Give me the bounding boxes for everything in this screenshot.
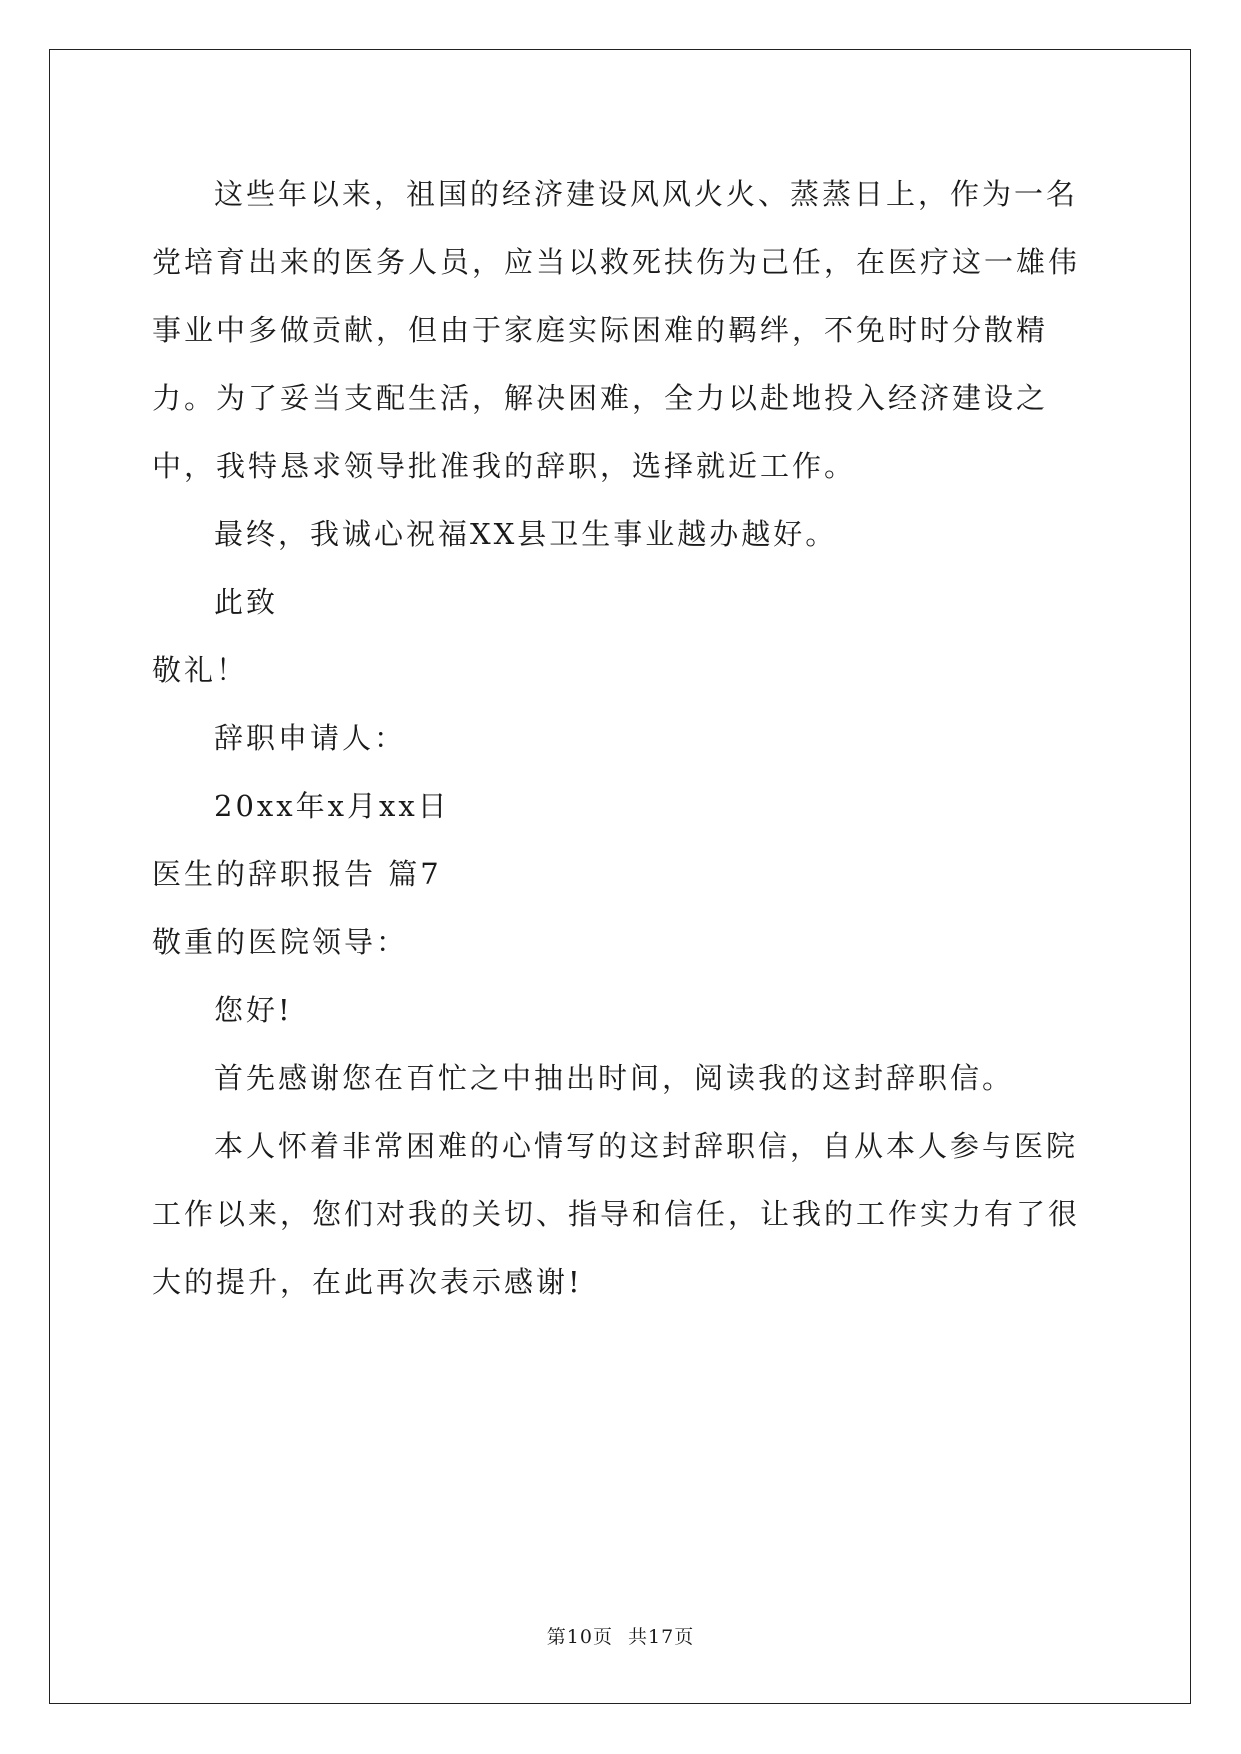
section-heading: 医生的辞职报告 篇7	[152, 857, 442, 891]
closing-salutation: 此致	[214, 585, 279, 619]
paragraph: 这些年以来，祖国的经济建设风风火火、蒸蒸日上，作为一名党培育出来的医务人员，应当以救死扶伤为己任，在医疗这一雄伟事业中多做贡献，但由于家庭实际困难的羁绊，不免时时分散精力。为了妥当支配生活，解决困难，全力以赴地投入经济建设之中，我特恳求领导批准我的辞职，选择就近工作。	[152, 177, 1081, 483]
paragraph: 首先感谢您在百忙之中抽出时间，阅读我的这封辞职信。	[214, 1061, 1015, 1095]
paragraph: 最终，我诚心祝福XX县卫生事业越办越好。	[214, 517, 838, 551]
closing-regards: 敬礼！	[152, 653, 249, 687]
document-body	[152, 160, 1082, 1316]
signature-label: 辞职申请人：	[214, 721, 407, 755]
page-number: 第10页	[546, 1626, 613, 1648]
page-total: 共17页	[628, 1626, 695, 1648]
page-footer	[0, 1622, 1241, 1649]
greeting: 您好!	[214, 993, 293, 1027]
paragraph: 本人怀着非常困难的心情写的这封辞职信，自从本人参与医院工作以来，您们对我的关切、指导和信任，让我的工作实力有了很大的提升，在此再次表示感谢!	[152, 1129, 1081, 1299]
date-line: 20xx年x月xx日	[214, 789, 450, 823]
salutation: 敬重的医院领导：	[152, 925, 409, 959]
